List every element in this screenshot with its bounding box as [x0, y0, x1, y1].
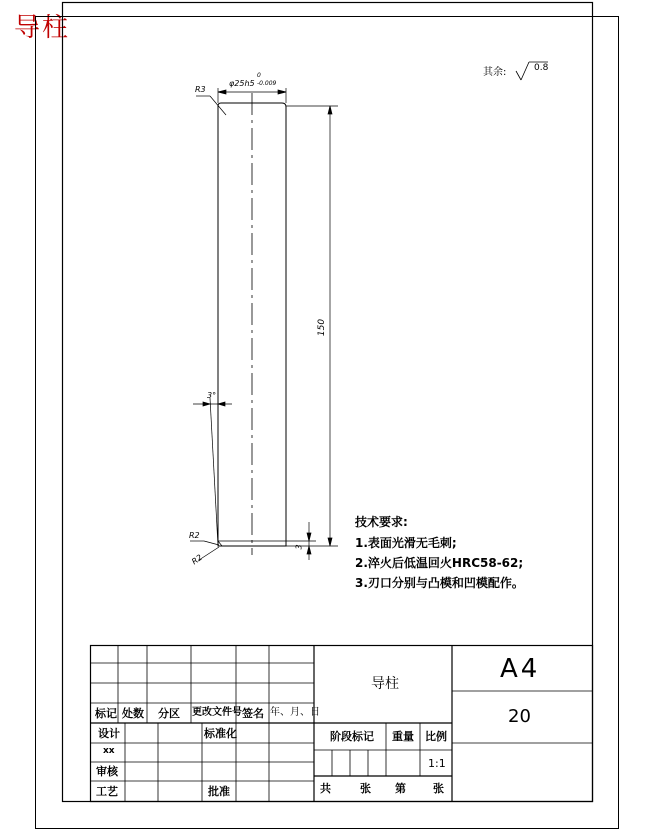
scale-value: 1:1: [428, 757, 446, 770]
sheets-label-a: 张: [360, 782, 371, 795]
chamfer-label: 3: [294, 544, 304, 550]
part-name: 导柱: [371, 676, 399, 692]
tech-req-item-2: 2.淬火后低温回火HRC58-62;: [355, 556, 524, 570]
drawing-number: 20: [508, 706, 531, 727]
r2-top-label: R2: [189, 531, 200, 540]
r2-bottom-label: R2: [190, 552, 204, 567]
tolerance-lower: -0.009: [257, 80, 277, 87]
roughness-value: 0.8: [534, 63, 549, 73]
chamfer-dimension: [286, 522, 316, 560]
row-review: 审核: [96, 765, 118, 778]
stage-mark-label: 阶段标记: [330, 730, 374, 743]
length-dimension: [286, 106, 338, 546]
r3-leader: [196, 96, 226, 115]
header-signature: 签名: [242, 707, 264, 720]
angle-dimension: [193, 398, 232, 546]
row-xx: xx: [103, 746, 115, 756]
header-date: 年、月、日: [270, 707, 320, 718]
header-mark: 标记: [95, 707, 117, 720]
length-label: 150: [317, 318, 328, 337]
row-process: 工艺: [96, 785, 118, 798]
r3-label: R3: [195, 85, 206, 94]
total-label: 共: [320, 782, 331, 795]
angle-label: 3°: [207, 391, 217, 400]
page-label: 第: [395, 782, 406, 795]
header-zone: 分区: [158, 707, 180, 720]
row-standardize: 标准化: [204, 727, 237, 740]
header-doc-no: 更改文件号: [192, 707, 242, 718]
diameter-label: φ25h5: [229, 79, 255, 88]
scale-label: 比例: [425, 730, 447, 743]
header-count: 处数: [122, 707, 144, 720]
sheets-label-b: 张: [433, 782, 444, 795]
tech-req-item-1: 1.表面光滑无毛刺;: [355, 536, 457, 550]
corner-title: 导柱: [14, 13, 71, 43]
paper-size: A4: [500, 654, 541, 684]
weight-label: 重量: [392, 730, 414, 743]
row-design: 设计: [98, 727, 120, 740]
tech-req-heading: 技术要求:: [355, 515, 408, 529]
roughness-label: 其余:: [483, 67, 507, 78]
tolerance-upper: 0: [257, 72, 261, 79]
tech-req-item-3: 3.刃口分别与凸模和凹模配作。: [355, 576, 524, 590]
row-approve: 批准: [208, 785, 230, 798]
